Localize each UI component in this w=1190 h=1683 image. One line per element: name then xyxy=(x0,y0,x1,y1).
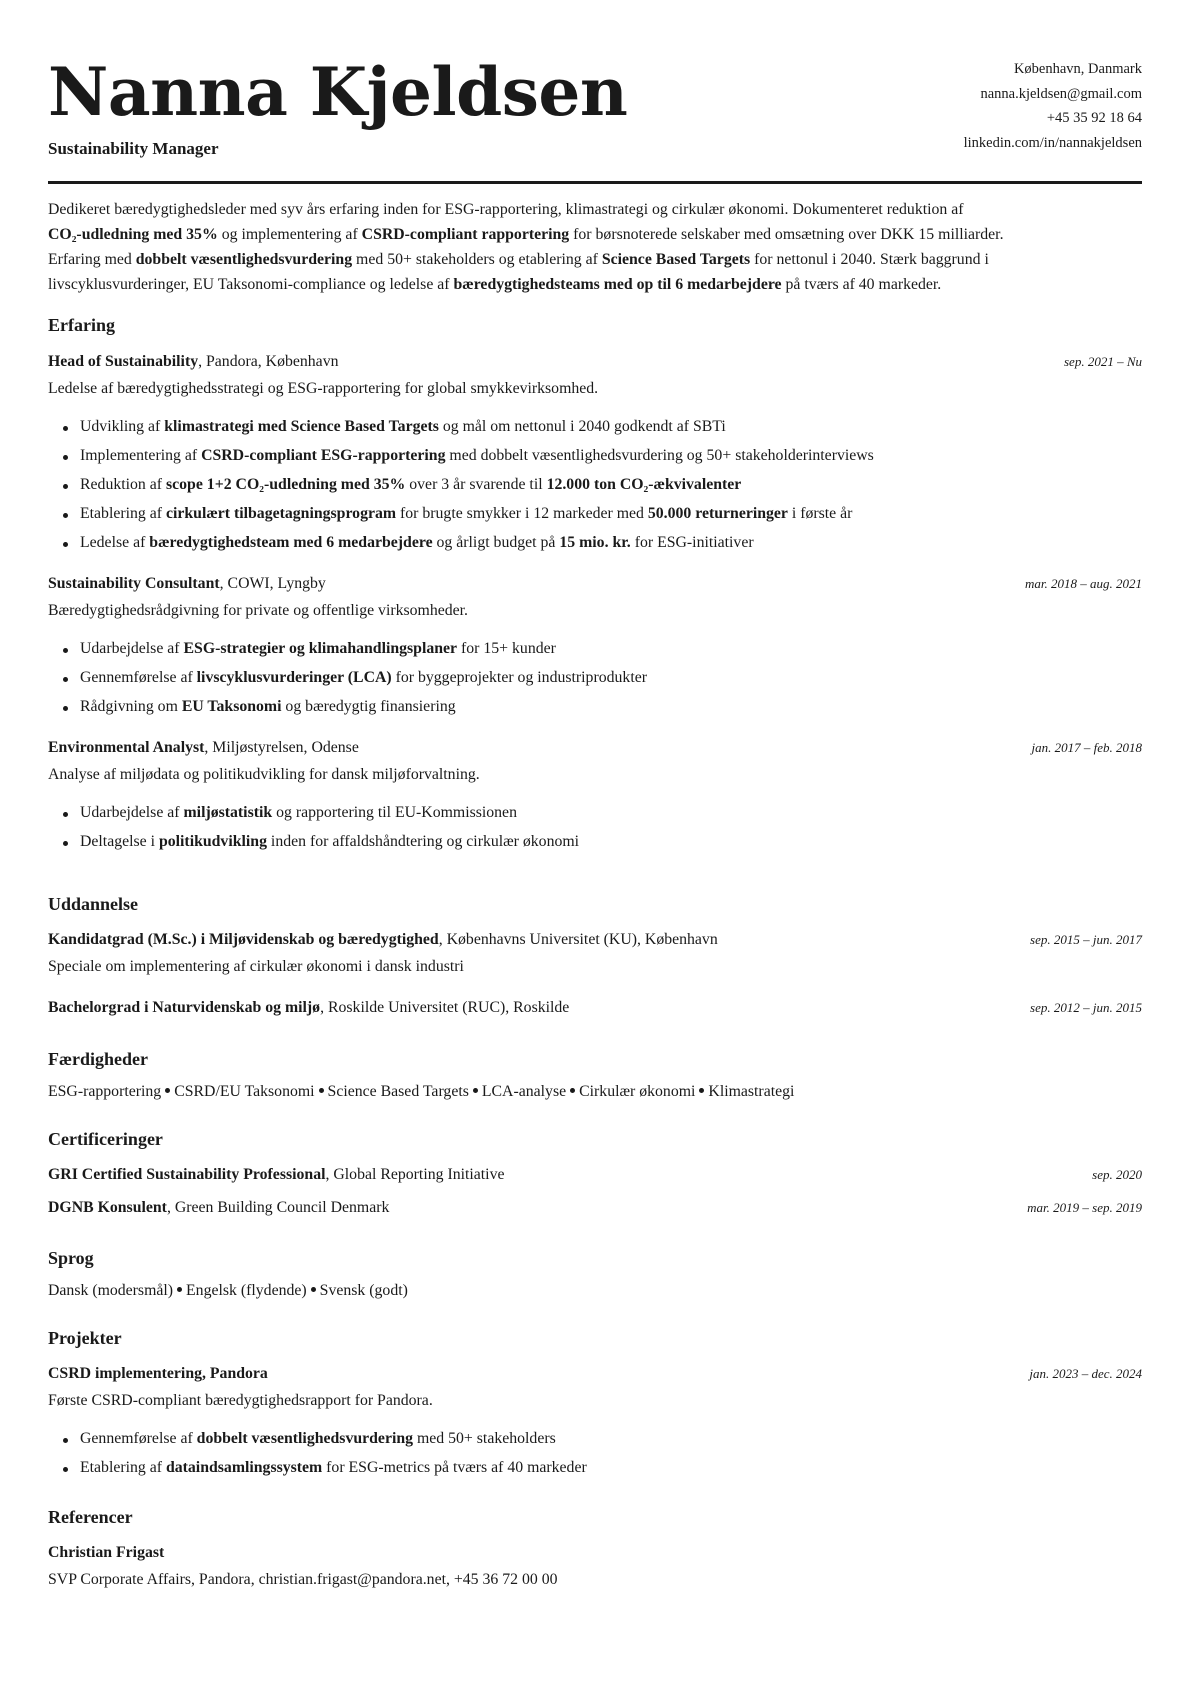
skill-item: ESG-rapportering xyxy=(48,1083,162,1100)
bullet-item: Etablering af cirkulært tilbagetagningsprogram for brugte smykker i 12 markeder med 50.000 returneringer i første år xyxy=(80,503,852,525)
experience-description: Bæredygtighedsrådgivning for private og offentlige virksomheder. xyxy=(48,602,468,619)
bullet-item: Deltagelse i politikudvikling inden for affaldshåndtering og cirkulær økonomi xyxy=(80,831,579,853)
reference-name: Christian Frigast xyxy=(48,1544,165,1561)
bullet-item: Udarbejdelse af ESG-strategier og klimahandlingsplaner for 15+ kunder xyxy=(80,638,556,660)
experience-entry-header: Head of Sustainability, Pandora, København sep. 2021 – Nu xyxy=(48,351,1142,373)
resume-page xyxy=(48,0,1142,1588)
skill-item: LCA-analyse xyxy=(481,1083,567,1100)
entry-date: sep. 2020 xyxy=(1092,1167,1142,1182)
contact-email[interactable]: nanna.kjeldsen@gmail.com xyxy=(980,85,1142,102)
bullet-item: Gennemførelse af livscyklusvurderinger (LCA) for byggeprojekter og industriprodukter xyxy=(80,667,647,689)
summary-line: Dedikeret bæredygtighedsleder med syv års erfaring inden for ESG-rapportering, klimastrategi og cirkulær økonomi. Dokumenteret reduktion af xyxy=(48,201,964,218)
separator-dot xyxy=(570,1088,575,1093)
entry-date: sep. 2021 – Nu xyxy=(1064,354,1142,369)
skill-item: Klimastrategi xyxy=(708,1083,795,1100)
reference-details: SVP Corporate Affairs, Pandora, christian.frigast@pandora.net, +45 36 72 00 00 xyxy=(48,1571,558,1588)
skill-item: Science Based Targets xyxy=(327,1083,469,1100)
bullet-item: Rådgivning om EU Taksonomi og bæredygtig finansiering xyxy=(80,696,456,718)
bullet-item: Implementering af CSRD-compliant ESG-rapportering med dobbelt væsentlighedsvurdering og 50+ stakeholderinterviews xyxy=(80,445,874,467)
bullet-item: Udvikling af klimastrategi med Science Based Targets og mål om nettonul i 2040 godkendt af SBTi xyxy=(80,416,726,438)
section-title-certifications: Certificeringer xyxy=(48,1129,163,1149)
entry-date: jan. 2023 – dec. 2024 xyxy=(1029,1366,1142,1381)
language-item: Dansk (modersmål) xyxy=(48,1282,174,1299)
project-description: Første CSRD-compliant bæredygtighedsrapport for Pandora. xyxy=(48,1392,433,1409)
experience-entry-header: Environmental Analyst, Miljøstyrelsen, Odense jan. 2017 – feb. 2018 xyxy=(48,737,1142,759)
separator-dot xyxy=(699,1088,704,1093)
experience-entry-header: Sustainability Consultant, COWI, Lyngby mar. 2018 – aug. 2021 xyxy=(48,573,1142,595)
education-note: Speciale om implementering af cirkulær økonomi i dansk industri xyxy=(48,958,464,975)
separator-dot xyxy=(177,1287,182,1292)
skills-list xyxy=(48,1081,794,1103)
profile-summary xyxy=(48,197,1142,297)
language-item: Svensk (godt) xyxy=(319,1282,408,1299)
entry-date: mar. 2019 – sep. 2019 xyxy=(1027,1200,1142,1215)
experience-description: Ledelse af bæredygtighedsstrategi og ESG-rapportering for global smykkevirksomhed. xyxy=(48,380,599,397)
summary-line: Erfaring med dobbelt væsentlighedsvurdering med 50+ stakeholders og etablering af Science Based Targets for nettonul i 2040. Stærk baggrund i xyxy=(48,251,989,268)
certification-entry: GRI Certified Sustainability Professional, Global Reporting Initiative sep. 2020 xyxy=(48,1164,1142,1186)
separator-dot xyxy=(311,1287,316,1292)
languages-list xyxy=(48,1280,408,1302)
header-divider xyxy=(48,181,1142,184)
entry-date: sep. 2012 – jun. 2015 xyxy=(1030,1000,1142,1015)
certification-entry: DGNB Konsulent, Green Building Council Denmark mar. 2019 – sep. 2019 xyxy=(48,1197,1142,1219)
entry-date: mar. 2018 – aug. 2021 xyxy=(1024,576,1142,591)
summary-line: livscyklusvurderinger, EU Taksonomi-compliance og ledelse af bæredygtighedsteams med op til 6 medarbejdere på tværs af 40 markeder. xyxy=(48,276,942,293)
bullet-item: Udarbejdelse af miljøstatistik og rapportering til EU-Kommissionen xyxy=(80,802,517,824)
skill-item: CSRD/EU Taksonomi xyxy=(174,1083,315,1100)
section-title-projects: Projekter xyxy=(48,1328,122,1348)
contact-linkedin[interactable]: linkedin.com/in/nannakjeldsen xyxy=(963,134,1142,151)
separator-dot xyxy=(165,1088,170,1093)
bullet-item: Ledelse af bæredygtighedsteam med 6 medarbejdere og årligt budget på 15 mio. kr. for ESG-initiativer xyxy=(80,532,754,554)
experience-description: Analyse af miljødata og politikudvikling for dansk miljøforvaltning. xyxy=(48,766,480,783)
section-title-languages: Sprog xyxy=(48,1248,94,1268)
section-title-references: Referencer xyxy=(48,1507,133,1527)
separator-dot xyxy=(319,1088,324,1093)
language-item: Engelsk (flydende) xyxy=(186,1282,307,1299)
section-title-experience: Erfaring xyxy=(48,315,115,335)
section-title-skills: Færdigheder xyxy=(48,1049,148,1069)
resume-header xyxy=(48,0,1142,184)
contact-location: København, Danmark xyxy=(1013,61,1142,77)
contact-block xyxy=(964,57,1142,155)
section-title-education: Uddannelse xyxy=(48,894,139,914)
bullet-item: Etablering af dataindsamlingssystem for ESG-metrics på tværs af 40 markeder xyxy=(80,1457,587,1479)
education-entry-header: Kandidatgrad (M.Sc.) i Miljøvidenskab og bæredygtighed, Københavns Universitet (KU), København sep. 2015 – jun. 2017 xyxy=(48,929,1142,951)
entry-date: jan. 2017 – feb. 2018 xyxy=(1031,740,1142,755)
skill-item: Cirkulær økonomi xyxy=(579,1083,696,1100)
bullet-item: Gennemførelse af dobbelt væsentlighedsvurdering med 50+ stakeholders xyxy=(80,1428,556,1450)
separator-dot xyxy=(473,1088,478,1093)
candidate-name: Nanna Kjeldsen xyxy=(48,53,628,131)
contact-phone[interactable]: +45 35 92 18 64 xyxy=(1046,110,1142,126)
candidate-title: Sustainability Manager xyxy=(48,139,219,158)
bullet-item: Reduktion af scope 1+2 CO₂-udledning med 35% over 3 år svarende til 12.000 ton CO₂-ækvivalenter xyxy=(80,474,741,496)
education-entry-header: Bachelorgrad i Naturvidenskab og miljø, Roskilde Universitet (RUC), Roskilde sep. 2012 – jun. 2015 xyxy=(48,997,1142,1019)
entry-date: sep. 2015 – jun. 2017 xyxy=(1030,932,1142,947)
project-entry-header: CSRD implementering, Pandora jan. 2023 – dec. 2024 xyxy=(48,1363,1142,1385)
summary-line: CO₂-udledning med 35% og implementering af CSRD-compliant rapportering for børsnoterede selskaber med omsætning over DKK 15 milliarder. xyxy=(48,226,1004,243)
